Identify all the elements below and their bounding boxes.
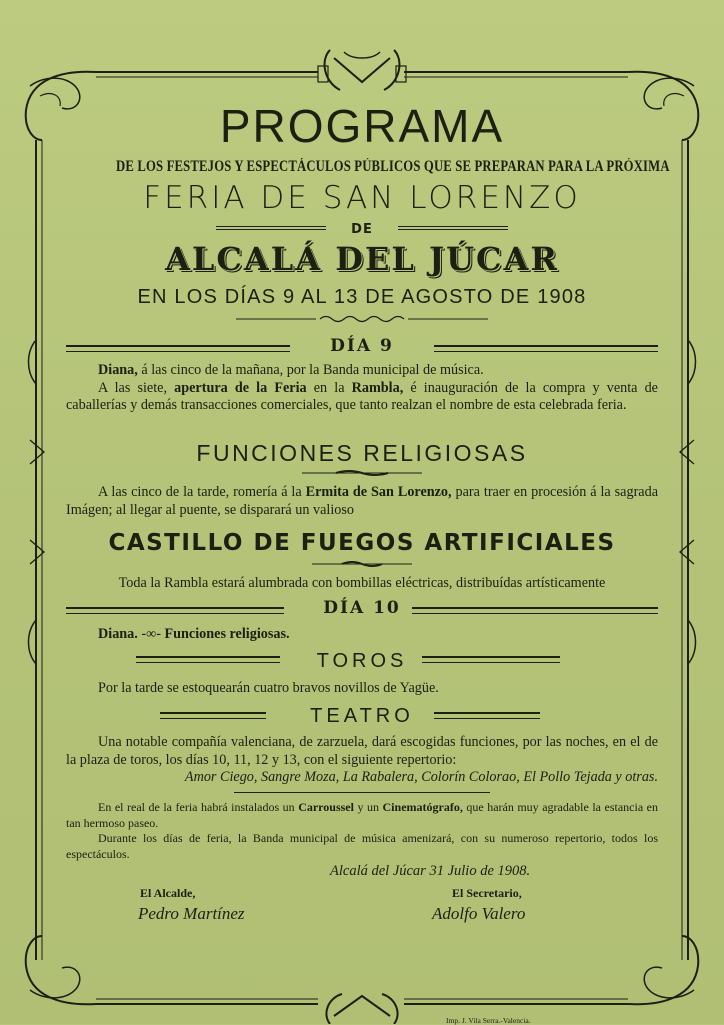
notes-text bbox=[66, 800, 658, 862]
dia10-heading bbox=[66, 600, 658, 620]
diana-rest: á las cinco de la mañana, por la Banda municipal de música. bbox=[137, 362, 484, 378]
secretario-signature: Adolfo Valero bbox=[432, 904, 526, 923]
notes-rule bbox=[234, 792, 490, 793]
teatro-repertorio: Amor Ciego, Sangre Moza, La Rabalera, Colorín Colorao, El Pollo Tejada y otras. bbox=[184, 769, 658, 785]
apertura-c: en la bbox=[306, 379, 352, 396]
alcalde-label: El Alcalde, bbox=[140, 886, 196, 900]
dia10-label: DÍA 10 bbox=[323, 598, 401, 618]
dia10-funciones: Funciones religiosas. bbox=[164, 626, 290, 642]
feria-title: FERIA DE SAN LORENZO bbox=[143, 180, 581, 216]
diana-bold: Diana, bbox=[98, 362, 138, 378]
apertura-a: A las siete, bbox=[98, 379, 175, 396]
romeria-b: Ermita de San Lorenzo, bbox=[305, 484, 452, 500]
dates-ornament bbox=[236, 314, 488, 324]
dia9-heading bbox=[66, 338, 658, 358]
funciones-text bbox=[66, 484, 658, 519]
funciones-heading: FUNCIONES RELIGIOSAS bbox=[196, 440, 528, 466]
dia10-text bbox=[66, 626, 658, 644]
teatro-sentence: Una notable compañía valenciana, de zarzuela, dará escogidas funciones, por las noches, en el de la plaza de toros, los días 10, 11, 12 y 13, con el siguiente repertorio: bbox=[66, 734, 658, 768]
dia9-text bbox=[66, 362, 658, 415]
festejos-subtitle: DE LOS FESTEJOS Y ESPECTÁCULOS PÚBLICOS QUE SE PREPARAN PARA LA PRÓXIMA bbox=[116, 158, 670, 175]
footer-date: Alcalá del Júcar 31 Julio de 1908. bbox=[330, 863, 531, 879]
printer-imprint: Imp. J. Vila Serra.-Valencia. bbox=[446, 1016, 531, 1025]
romeria-c: para traer en procesión á la sagrada Imágen; al llegar al puente, se disparará un valioso bbox=[66, 484, 658, 518]
carroussel-e: que harán muy agradable la estancia en tan hermoso paseo. bbox=[66, 800, 658, 830]
carroussel-b: Carroussel bbox=[298, 800, 354, 814]
alcalde-signature: Pedro Martínez bbox=[138, 904, 245, 923]
de-rule-right bbox=[398, 226, 508, 230]
castillo-heading: CASTILLO DE FUEGOS ARTIFICIALES bbox=[108, 530, 616, 556]
teatro-rule-right bbox=[434, 712, 540, 719]
dia9-label: DÍA 9 bbox=[330, 336, 394, 356]
dash-ornament: -∞- bbox=[141, 626, 161, 642]
castillo-text: Toda la Rambla estará alumbrada con bombillas eléctricas, distribuídas artísticamente bbox=[118, 575, 606, 591]
toros-text bbox=[66, 680, 658, 698]
banda-note: Durante los días de feria, la Banda municipal de música amenizará, con su numeroso repertorio, todos los espectáculos. bbox=[66, 831, 658, 861]
carroussel-a: En el real de la feria habrá instalados un bbox=[98, 800, 299, 814]
dia10-diana: Diana. bbox=[98, 626, 138, 642]
apertura-b: apertura de la Feria bbox=[174, 379, 307, 396]
town-title: ALCALÁ DEL JÚCAR bbox=[165, 240, 559, 278]
carroussel-d: Cinematógrafo, bbox=[382, 800, 463, 814]
castillo-ornament bbox=[66, 559, 658, 569]
romeria-a: A las cinco de la tarde, romería á la bbox=[98, 484, 306, 500]
apertura-d: Rambla, bbox=[351, 379, 404, 396]
toros-heading: TOROS bbox=[316, 650, 408, 672]
dates-line: EN LOS DÍAS 9 AL 13 DE AGOSTO DE 1908 bbox=[137, 286, 587, 308]
toros-sentence: Por la tarde se estoquearán cuatro bravos novillos de Yagüe. bbox=[98, 680, 439, 696]
de-label: DE bbox=[351, 222, 373, 237]
apertura-e: é inauguración de la compra y venta de caballerías y demás transacciones comerciales, que tanto realzan el nombre de esta celebrada feria. bbox=[66, 379, 658, 413]
carroussel-c: y un bbox=[353, 800, 383, 814]
funciones-ornament bbox=[66, 468, 658, 478]
programa-title: PROGRAMA bbox=[219, 100, 505, 152]
toros-rule-right bbox=[422, 656, 560, 663]
teatro-text bbox=[66, 734, 658, 787]
teatro-heading: TEATRO bbox=[310, 705, 414, 727]
secretario-label: El Secretario, bbox=[452, 886, 522, 900]
